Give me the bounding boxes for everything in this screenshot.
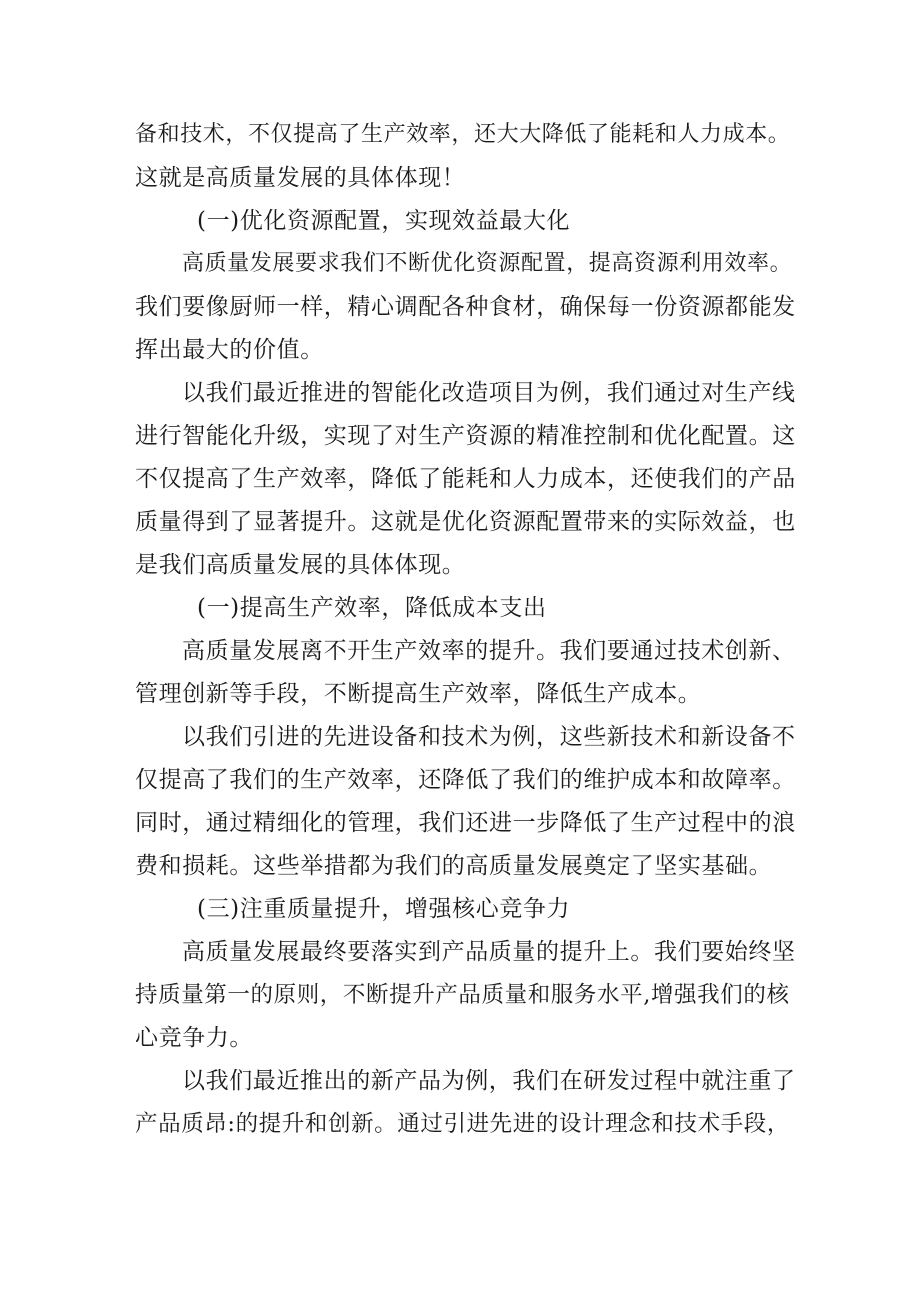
text-line: 进行智能化升级，实现了对生产资源的精准控制和优化配置。这 bbox=[135, 423, 796, 449]
text-line: 备和技术，不仅提高了生产效率，还大大降低了能耗和人力成本。 bbox=[135, 122, 791, 147]
text-line: 我们要像厨师一样，精心调配各种食材，确保每一份资源都能发 bbox=[135, 294, 796, 320]
text-line: 不仅提高了生产效率，降低了能耗和人力成本，还使我们的产品 bbox=[135, 466, 796, 492]
text-line: 管理创新等手段，不断提高生产效率，降低生产成本。 bbox=[135, 681, 702, 707]
text-line: 高质量发展要求我们不断优化资源配置，提高资源利用效率。 bbox=[182, 251, 793, 276]
section-heading: (一)提高生产效率，降低成本支出 bbox=[197, 595, 547, 621]
text-line: 心竞争力。 bbox=[135, 1025, 253, 1051]
section-heading: (一)优化资源配置，实现效益最大化 bbox=[197, 208, 571, 234]
text-line: 费和损耗。这些举措都为我们的高质量发展奠定了坚实基础。 bbox=[135, 853, 773, 879]
text-line: 仅提高了我们的生产效率，还降低了我们的维护成本和故障率。 bbox=[135, 767, 796, 793]
text-line: 挥出最大的价值。 bbox=[135, 337, 324, 363]
text-line: 同时，通过精细化的管理，我们还进一步降低了生产过程中的浪 bbox=[135, 810, 796, 836]
section-heading: (三)注重质量提升，增强核心竞争力 bbox=[197, 896, 571, 922]
text-line: 以我们最近推出的新产品为例，我们在研发过程中就注重了 bbox=[182, 1068, 796, 1094]
text-line: 以我们引进的先进设备和技术为例，这些新技术和新设备不 bbox=[182, 724, 796, 750]
text-line: 产品质昂:的提升和创新。通过引进先进的设计理念和技术手段， bbox=[135, 1111, 790, 1137]
text-line: 这就是高质量发展的具体体现！ bbox=[135, 165, 466, 191]
text-line: 以我们最近推进的智能化改造项目为例，我们通过对生产线 bbox=[182, 380, 796, 406]
text-line: 是我们高质量发展的具体体现。 bbox=[135, 552, 466, 578]
text-line: 质量得到了显著提升。这就是优化资源配置带来的实际效益，也 bbox=[135, 509, 796, 535]
text-line: 高质量发展最终要落实到产品质量的提升上。我们要始终坚 bbox=[182, 939, 796, 965]
text-line: 高质量发展离不开生产效率的提升。我们要通过技术创新、 bbox=[182, 638, 796, 664]
text-line: 持质量第一的原则，不断提升产品质量和服务水平,增强我们的核 bbox=[135, 982, 790, 1008]
